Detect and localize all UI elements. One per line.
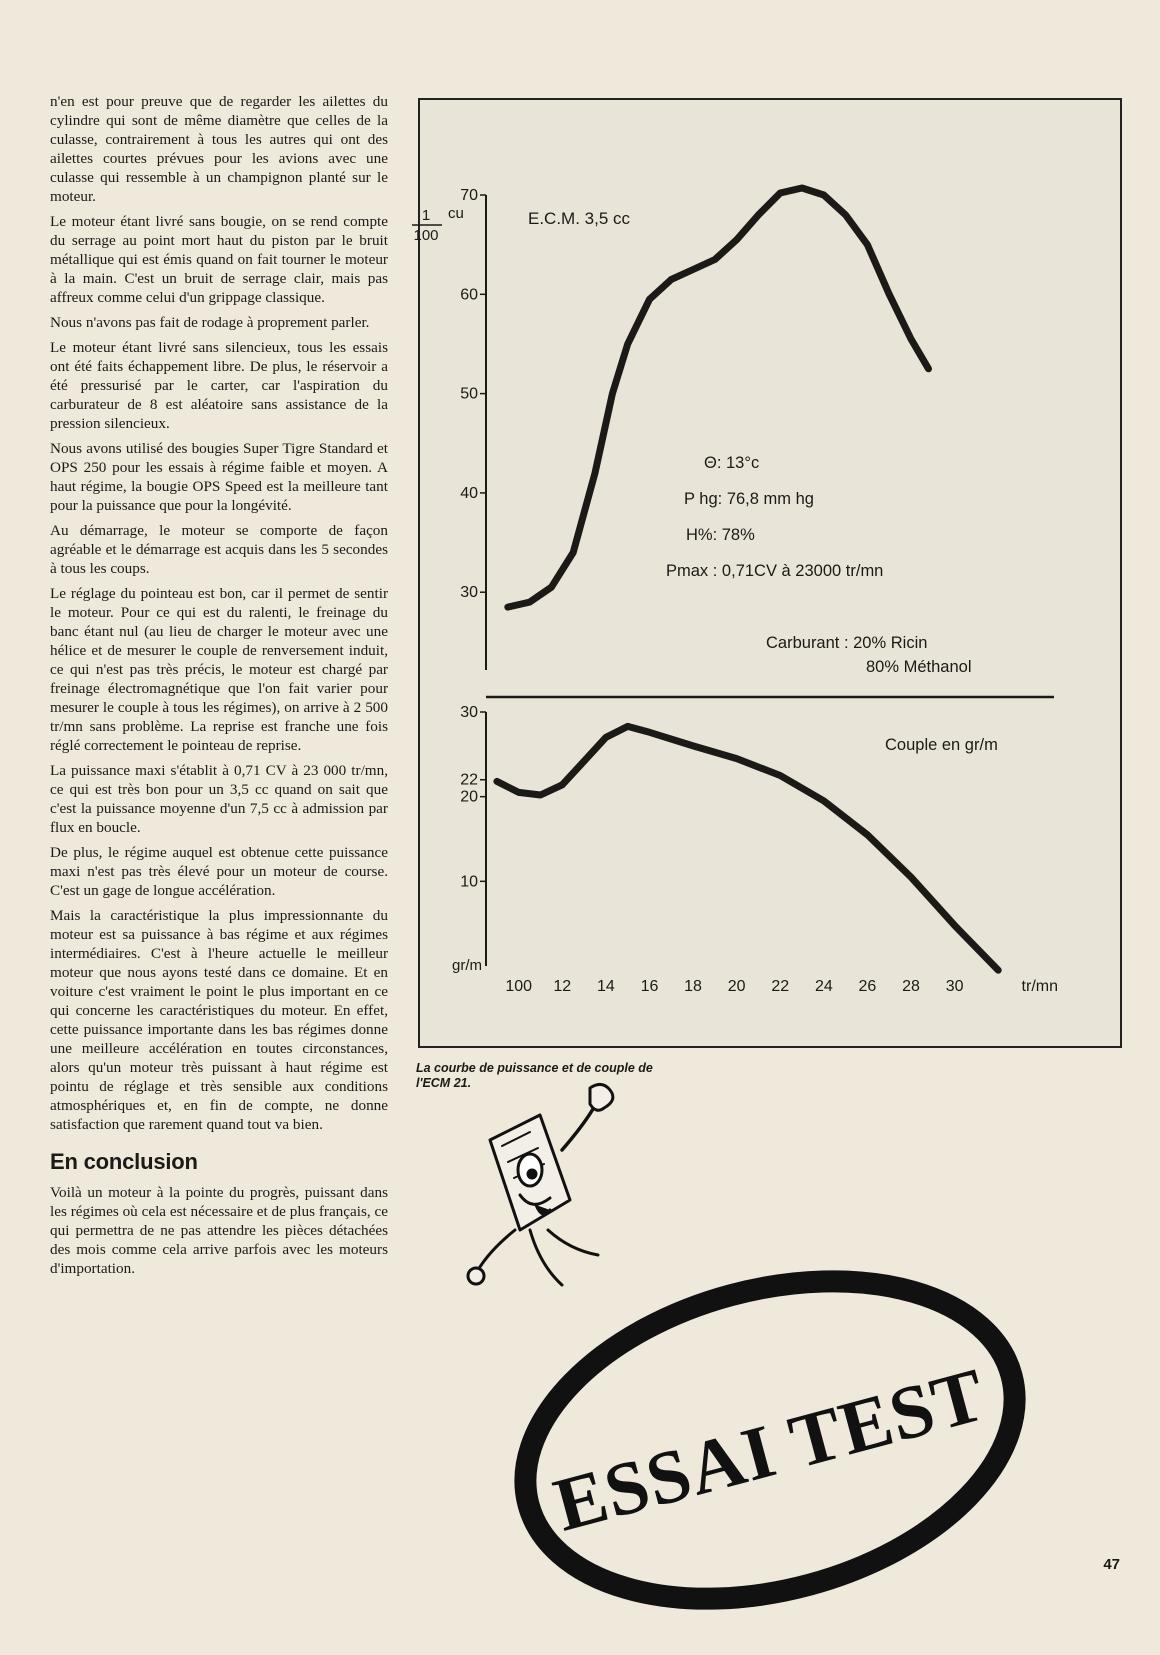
- torque-y-label: gr/m: [452, 957, 482, 974]
- essai-test-stamp: [470, 1080, 1030, 1640]
- x-tick-label: 12: [553, 978, 572, 995]
- annotation-pmax: Pmax : 0,71CV à 23000 tr/mn: [666, 562, 884, 580]
- paragraph: Le réglage du pointeau est bon, car il permet de sentir le moteur. Pour ce qui est du ralenti, le freinage du banc étant nul (au lieu de charger le moteur avec une hélice et de mesurer le couple de renversement induit, ce qui n'est pas très précis, le moteur est chargé par freinage électromagnétique que l'on fait varier pour mesurer le couple à tous les régimes), on arrive à 2 500 tr/mn sans problème. La reprise est franche une fois réglé correctement le pointeau de reprise.: [50, 585, 388, 754]
- x-tick-label: 28: [902, 978, 920, 995]
- annotation-temperature: Θ: 13°c: [704, 454, 760, 472]
- paragraph: Mais la caractéristique la plus impressionnante du moteur est sa puissance à bas régime et aux régimes intermédiaires. C'est à l'heure actuelle le meilleur moteur que nous ayons testé dans ce domaine. Et en voiture c'est vraiment le point le plus important en ce qui concerne les caractéristiques du moteur. En effet, cette puissance importante dans les bas régimes donne une meilleure accélération en toutes circonstances, alors qu'un moteur très puissant à haut régime est pointu de réglage et très sensible aux conditions atmosphériques et, en fin de compte, ne donne satisfaction que rarement quand tout va bien.: [50, 907, 388, 1133]
- conclusion-heading: En conclusion: [50, 1149, 198, 1174]
- paragraph: Au démarrage, le moteur se comporte de façon agréable et le démarrage est acquis dans les 5 secondes à tous les coups.: [50, 522, 388, 577]
- y-tick-label: 10: [460, 873, 478, 891]
- tick-labels: [460, 187, 963, 995]
- x-tick-label: 26: [858, 978, 877, 995]
- y-tick-label: 70: [460, 187, 478, 204]
- y-tick-label: 22: [460, 771, 478, 789]
- y-tick-label: 60: [460, 286, 478, 304]
- x-tick-label: 100: [505, 978, 533, 995]
- y-tick-label: 20: [460, 788, 478, 806]
- paragraph: n'en est pour preuve que de regarder les ailettes du cylindre qui sont de même diamètre que celles de la culasse, contrairement à tous les autres qui ont des ailettes courtes prévues pour les avions avec une culasse qui ressemble à un champignon planté sur le moteur.: [50, 93, 388, 205]
- y-tick-label: 30: [460, 584, 478, 602]
- chart: [413, 100, 1124, 1050]
- y-tick-label: 50: [460, 385, 478, 403]
- conclusion-paragraph: Voilà un moteur à la pointe du progrès, puissant dans les régimes où cela est nécessaire et de plus français, ce qui permettra de ne pas attendre les pièces détachées des mois comme cela arrive parfois avec les moteurs d'importation.: [50, 1184, 388, 1277]
- paragraph: Le moteur étant livré sans bougie, on se rend compte du serrage au point mort haut du piston par le bruit métallique qui est émis quand on fait tourner le moteur à la main. C'est un bruit de serrage clair, mais pas affreux comme celui d'un grippage classique.: [50, 213, 388, 306]
- article-text-column: [50, 92, 388, 1284]
- figure-caption: La courbe de puissance et de couple de l'ECM 21.: [416, 1061, 653, 1090]
- y-tick-label: 40: [460, 484, 478, 502]
- x-tick-label: 18: [684, 978, 702, 995]
- annotation-humidity: H%: 78%: [686, 526, 755, 544]
- y-tick-label: 30: [460, 704, 478, 721]
- power-curve: [508, 188, 929, 607]
- x-tick-label: 16: [640, 978, 659, 995]
- axes: [486, 195, 1054, 966]
- paragraph: De plus, le régime auquel est obtenue cette puissance maxi n'est pas très élevé pour un moteur de course. C'est un gage de longue accélération.: [50, 844, 388, 899]
- stamp-text: ESSAI TEST: [545, 1352, 995, 1548]
- x-tick-label: 24: [814, 978, 833, 995]
- annotation-fuel-ricin: Carburant : 20% Ricin: [766, 634, 928, 652]
- paragraph: Nous avons utilisé des bougies Super Tigre Standard et OPS 250 pour les essais à régime faible et moyen. A haut régime, la bougie OPS Speed est la meilleure tant pour la puissance que pour la longévité.: [50, 440, 388, 514]
- x-tick-label: 30: [945, 978, 964, 995]
- x-tick-label: 14: [596, 978, 615, 995]
- y-label-numerator: 1: [421, 207, 431, 224]
- paragraph: Le moteur étant livré sans silencieux, tous les essais ont été faits échappement libre. De plus, le réservoir a été pressurisé par le carter, car l'aspiration du carburateur de 8 est aléatoire sans assistance de la pression silencieux.: [50, 339, 388, 432]
- mascot-drawing: [468, 1084, 613, 1285]
- x-tick-label: 22: [771, 978, 790, 995]
- torque-label: Couple en gr/m: [885, 736, 998, 754]
- x-axis-label: tr/mn: [1021, 978, 1058, 995]
- chart-title: E.C.M. 3,5 cc: [528, 209, 631, 228]
- y-label-denominator: 100: [413, 227, 439, 244]
- torque-curve: [497, 726, 998, 970]
- paragraph: La puissance maxi s'établit à 0,71 CV à 23 000 tr/mn, ce qui est très bon pour un 3,5 cc quand on sait que c'est la puissance moyenne d'un 7,5 cc à admission par flux en boucle.: [50, 762, 388, 836]
- page-number: 47: [1103, 1556, 1120, 1573]
- chart-frame: [413, 98, 1122, 1048]
- annotation-fuel-methanol: 80% Méthanol: [866, 658, 972, 676]
- y-label-unit: cu: [448, 205, 464, 222]
- paragraph: Nous n'avons pas fait de rodage à proprement parler.: [50, 314, 370, 331]
- x-tick-label: 20: [727, 978, 746, 995]
- annotation-pressure: P hg: 76,8 mm hg: [684, 490, 814, 508]
